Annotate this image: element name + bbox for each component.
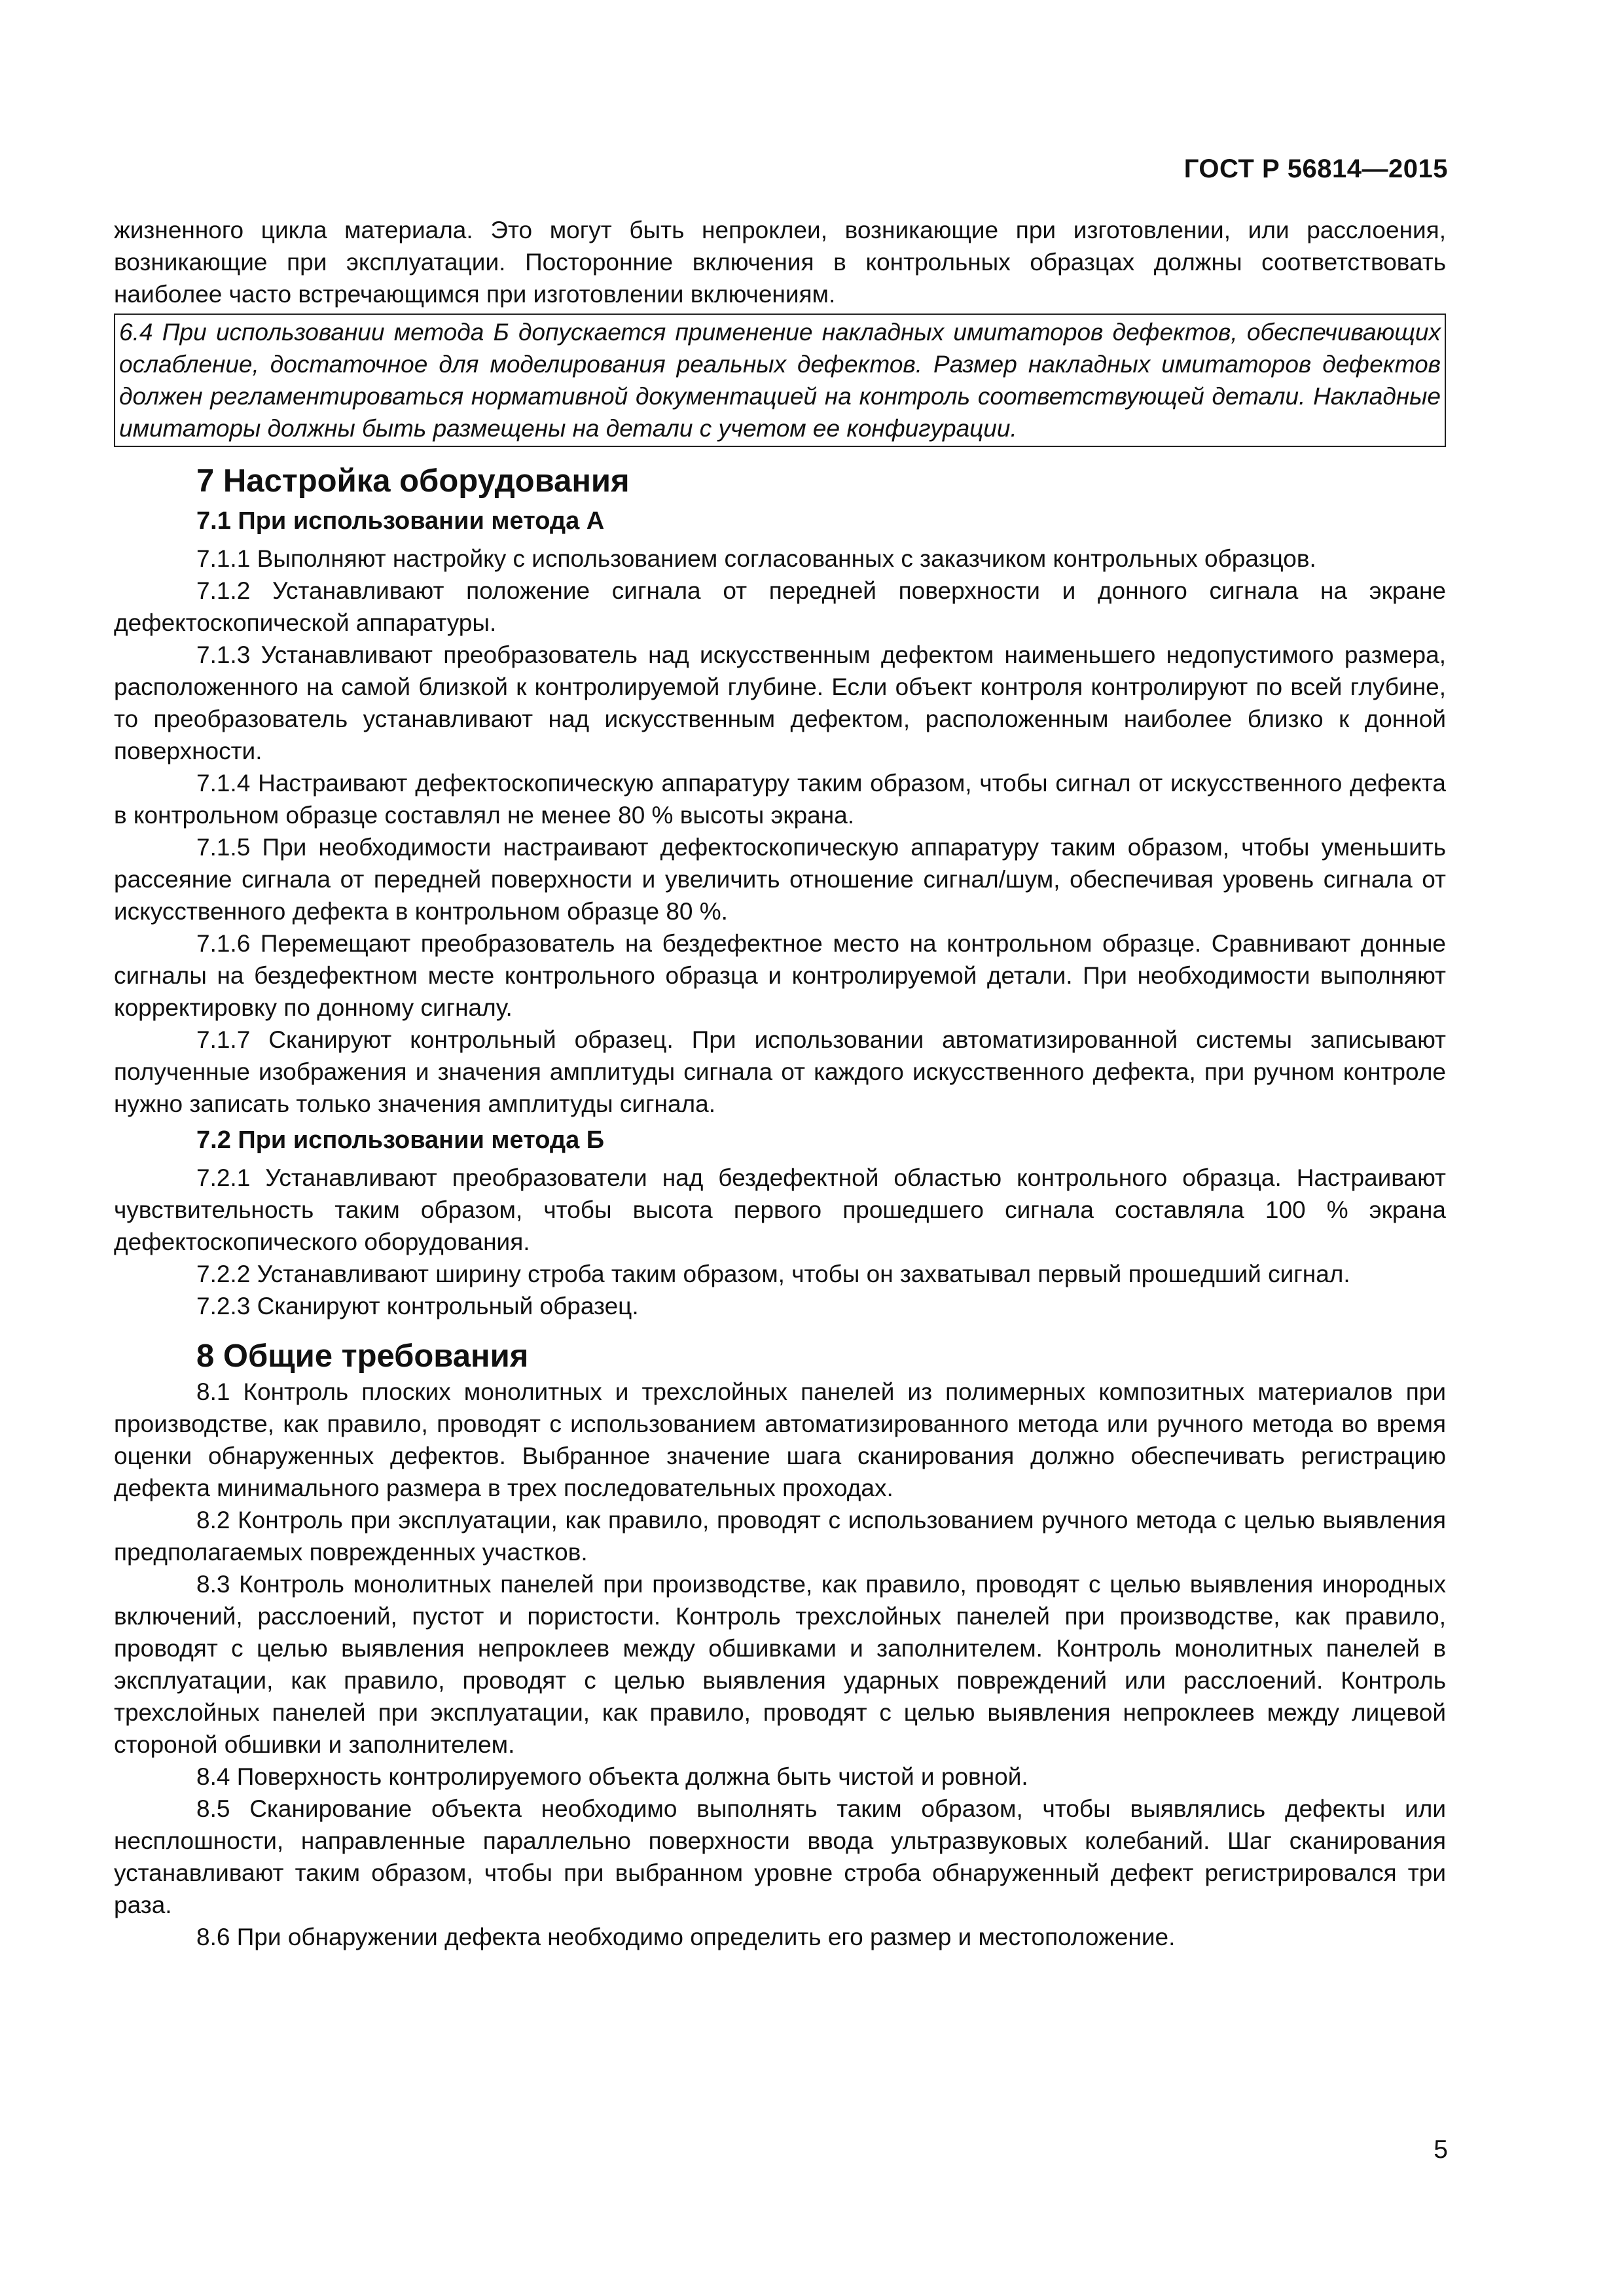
document-body	[114, 214, 1446, 1953]
paragraph-7-2-3: 7.2.3 Сканируют контрольный образец.	[196, 1293, 639, 1319]
paragraph-8-5: 8.5 Сканирование объекта необходимо выполнять таким образом, чтобы выявлялись дефекты или несплошности, направленные параллельно поверхности ввода ультразвуковых колебаний. Шаг сканирования устанавливают таким образом, чтобы при выбранном уровне строба обнаруженный дефект регистрировался три раза.	[114, 1795, 1446, 1918]
subsection-7-1-heading: 7.1 При использовании метода А	[196, 507, 605, 535]
paragraph-8-4: 8.4 Поверхность контролируемого объекта должна быть чистой и ровной.	[196, 1763, 1028, 1790]
paragraph-8-6: 8.6 При обнаружении дефекта необходимо определить его размер и местоположение.	[196, 1924, 1176, 1950]
page-number: 5	[1434, 2136, 1448, 2164]
paragraph-7-2-1: 7.2.1 Устанавливают преобразователи над бездефектной областью контрольного образца. Настраивают чувствительность таким образом, чтобы высота первого прошедшего сигнала составляла 100 % экрана дефектоскопического оборудования.	[114, 1164, 1446, 1255]
paragraph-7-1-4: 7.1.4 Настраивают дефектоскопическую аппаратуру таким образом, чтобы сигнал от искусственного дефекта в контрольном образце составлял не менее 80 % высоты экрана.	[114, 770, 1446, 829]
paragraph-continuation: жизненного цикла материала. Это могут быть непроклеи, возникающие при изготовлении, или расслоения, возникающие при эксплуатации. Посторонние включения в контрольных образцах должны соответствовать наиболее часто встречающимся при изготовлении включениям.	[114, 217, 1446, 308]
subsection-7-2-heading: 7.2 При использовании метода Б	[196, 1126, 605, 1154]
paragraph-7-1-2: 7.1.2 Устанавливают положение сигнала от передней поверхности и донного сигнала на экране дефектоскопической аппаратуры.	[114, 577, 1446, 636]
note-box-6-4	[114, 314, 1446, 447]
paragraph-6-4: 6.4 При использовании метода Б допускается применение накладных имитаторов дефектов, обеспечивающих ослабление, достаточное для моделирования реальных дефектов. Размер накладных имитаторов дефектов должен регламентироваться нормативной документацией на контроль соответствующей детали. Накладные имитаторы должны быть размещены на детали с учетом ее конфигурации.	[119, 319, 1441, 442]
section-7-heading: 7 Настройка оборудования	[196, 463, 630, 499]
paragraph-8-2: 8.2 Контроль при эксплуатации, как правило, проводят с использованием ручного метода с целью выявления предполагаемых поврежденных участков.	[114, 1507, 1446, 1566]
paragraph-7-1-7: 7.1.7 Сканируют контрольный образец. При использовании автоматизированной системы записывают полученные изображения и значения амплитуды сигнала от каждого искусственного дефекта, при ручном контроле нужно записать только значения амплитуды сигнала.	[114, 1026, 1446, 1117]
standard-header: ГОСТ Р 56814—2015	[1183, 154, 1448, 183]
paragraph-7-1-1: 7.1.1 Выполняют настройку с использованием согласованных с заказчиком контрольных образцов.	[196, 545, 1316, 572]
paragraph-7-1-5: 7.1.5 При необходимости настраивают дефектоскопическую аппаратуру таким образом, чтобы уменьшить рассеяние сигнала от передней поверхности и увеличить отношение сигнал/шум, обеспечивая уровень сигнала от искусственного дефекта в контрольном образце 80 %.	[114, 834, 1446, 925]
paragraph-7-1-3: 7.1.3 Устанавливают преобразователь над искусственным дефектом наименьшего недопустимого размера, расположенного на самой близкой к контролируемой глубине. Если объект контроля контролируют по всей глубине, то преобразователь устанавливают над искусственным дефектом, расположенным наиболее близко к донной поверхности.	[114, 641, 1446, 764]
section-8-heading: 8 Общие требования	[196, 1338, 529, 1374]
paragraph-8-3: 8.3 Контроль монолитных панелей при производстве, как правило, проводят с целью выявления инородных включений, расслоений, пустот и пористости. Контроль трехслойных панелей при производстве, как правило, проводят с целью выявления непроклеев между обшивками и заполнителем. Контроль монолитных панелей в эксплуатации, как правило, проводят с целью выявления ударных повреждений или расслоений. Контроль трехслойных панелей при эксплуатации, как правило, проводят с целью выявления непроклеев между лицевой стороной обшивки и заполнителем.	[114, 1571, 1446, 1758]
paragraph-7-2-2: 7.2.2 Устанавливают ширину строба таким образом, чтобы он захватывал первый прошедший сигнал.	[196, 1261, 1350, 1287]
paragraph-8-1: 8.1 Контроль плоских монолитных и трехслойных панелей из полимерных композитных материалов при производстве, как правило, проводят с использованием автоматизированного метода или ручного метода во время оценки обнаруженных дефектов. Выбранное значение шага сканирования должно обеспечивать регистрацию дефекта минимального размера в трех последовательных проходах.	[114, 1378, 1446, 1501]
paragraph-7-1-6: 7.1.6 Перемещают преобразователь на бездефектное место на контрольном образце. Сравнивают донные сигналы на бездефектном месте контрольного образца и контролируемой детали. При необходимости выполняют корректировку по донному сигналу.	[114, 930, 1446, 1021]
